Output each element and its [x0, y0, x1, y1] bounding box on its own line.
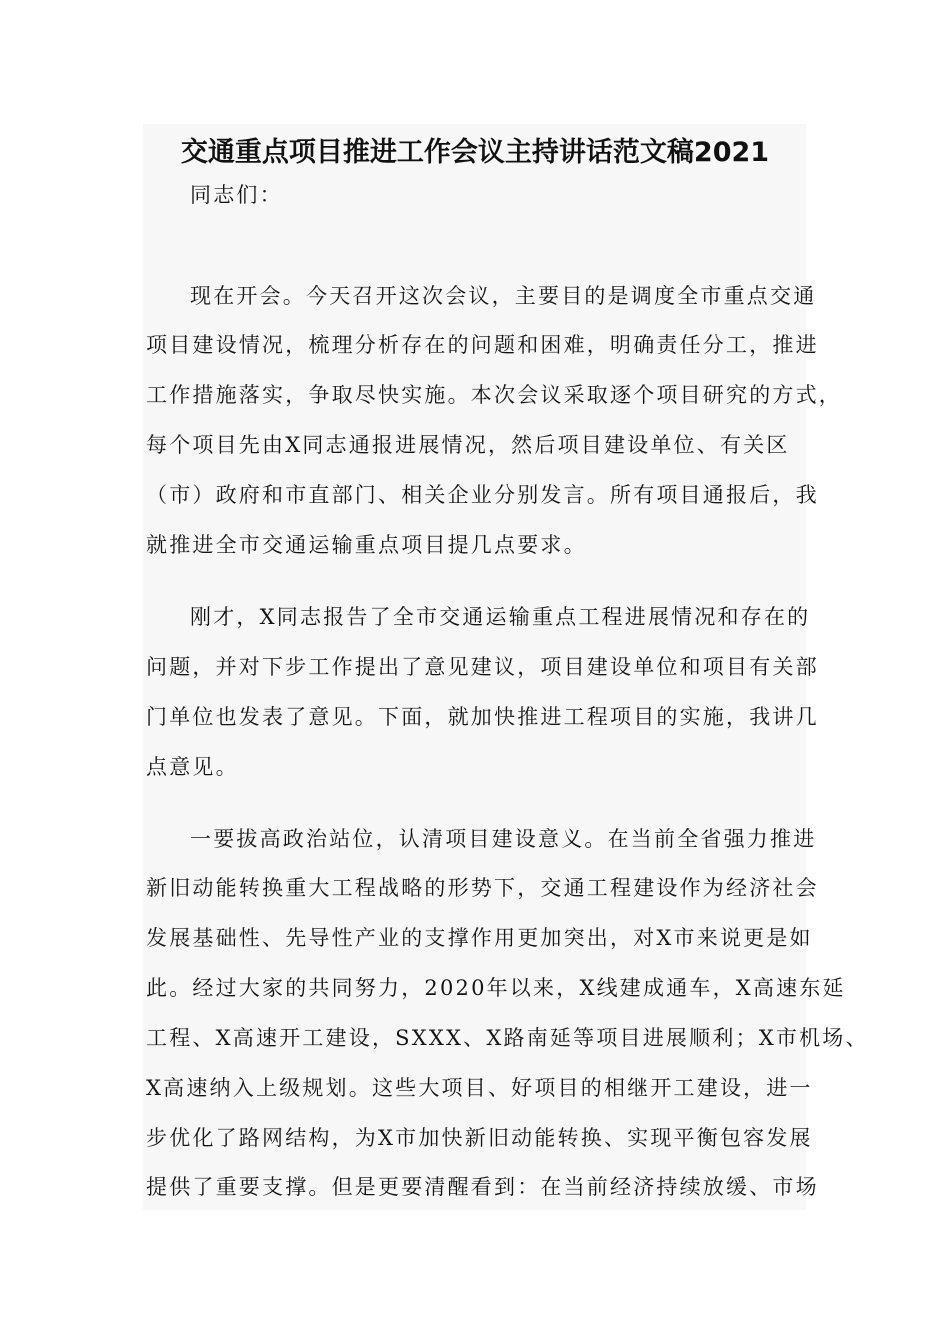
- paragraph-3-line-2: 新旧动能转换重大工程战略的形势下，交通工程建设作为经济社会: [146, 876, 819, 900]
- paragraph-2-line-1: 刚才，X同志报告了全市交通运输重点工程进展情况和存在的: [190, 605, 811, 629]
- paragraph-1-line-5: （市）政府和市直部门、相关企业分别发言。所有项目通报后，我: [146, 483, 819, 507]
- paragraph-3-line-1: 一要拔高政治站位，认清项目建设意义。在当前全省强力推进: [190, 827, 817, 851]
- paragraph-2-line-4: 点意见。: [146, 755, 239, 779]
- document-title: 交通重点项目推进工作会议主持讲话范文稿2021: [180, 137, 770, 168]
- paragraph-3-line-7: 步优化了路网结构，为X市加快新旧动能转换、实现平衡包容发展: [146, 1126, 813, 1150]
- paragraph-3-line-8: 提供了重要支撑。但是更要清醒看到：在当前经济持续放缓、市场: [146, 1175, 819, 1199]
- salutation: 同志们：: [190, 183, 283, 207]
- paragraph-2-line-2: 问题，并对下步工作提出了意见建议，项目建设单位和项目有关部: [146, 655, 819, 679]
- paragraph-3-line-4: 此。经过大家的共同努力，2020年以来，X线建成通车，X高速东延: [146, 976, 846, 1000]
- paragraph-3-line-6: X高速纳入上级规划。这些大项目、好项目的相继开工建设，进一: [146, 1076, 813, 1100]
- paragraph-2-line-3: 门单位也发表了意见。下面，就加快推进工程项目的实施，我讲几: [146, 705, 819, 729]
- paragraph-1-line-1: 现在开会。今天召开这次会议，主要目的是调度全市重点交通: [190, 284, 817, 308]
- paragraph-3-line-5: 工程、X高速开工建设，SXXX、X路南延等项目进展顺利；X市机场、: [146, 1026, 869, 1050]
- paragraph-1-line-2: 项目建设情况，梳理分析存在的问题和困难，明确责任分工，推进: [146, 333, 819, 357]
- paragraph-1-line-3: 工作措施落实，争取尽快实施。本次会议采取逐个项目研究的方式，: [146, 383, 842, 407]
- paragraph-1-line-6: 就推进全市交通运输重点项目提几点要求。: [146, 533, 587, 557]
- paragraph-3-line-3: 发展基础性、先导性产业的支撑作用更加突出，对X市来说更是如: [146, 926, 813, 950]
- paragraph-1-line-4: 每个项目先由X同志通报进展情况，然后项目建设单位、有关区: [146, 433, 790, 457]
